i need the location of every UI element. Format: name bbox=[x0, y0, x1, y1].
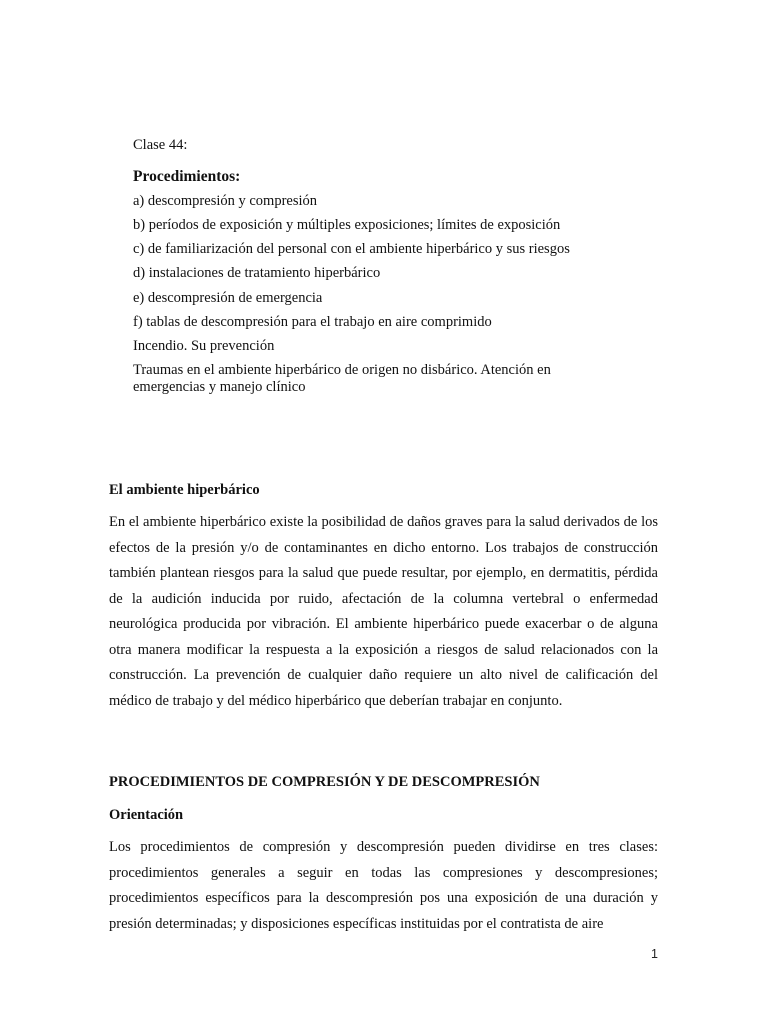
procedure-item: d) instalaciones de tratamiento hiperbárico bbox=[133, 265, 381, 281]
procedure-item: c) de familiarización del personal con el ambiente hiperbárico y sus riesgos bbox=[133, 241, 570, 257]
procedure-item: Incendio. Su prevención bbox=[133, 338, 275, 354]
procedure-item: f) tablas de descompresión para el trabajo en aire comprimido bbox=[133, 314, 492, 330]
procedure-item: Traumas en el ambiente hiperbárico de origen no disbárico. Atención en emergencias y manejo clínico bbox=[133, 362, 551, 395]
procedures-heading: Procedimientos: bbox=[133, 168, 241, 185]
procedure-item: b) períodos de exposición y múltiples exposiciones; límites de exposición bbox=[133, 217, 561, 233]
page-number: 1 bbox=[651, 947, 658, 961]
class-label: Clase 44: bbox=[133, 137, 188, 153]
section-body: En el ambiente hiperbárico existe la posibilidad de daños graves para la salud derivados de los efectos de la presión y/o de contaminantes en dicho entorno. Los trabajos de construcción también plantean riesgos para la salud que puede resultar, por ejemplo, en dermatitis, pérdida de la audición inducida por ruido, afectación de la columna vertebral o enfermedad neurológica producida por vibración. El ambiente hiperbárico puede exacerbar o de alguna otra manera modificar la respuesta a la exposición a riesgos de salud relacionados con la construcción. La prevención de cualquier daño requiere un alto nivel de calificación del médico de trabajo y del médico hiperbárico que deberían trabajar en conjunto. bbox=[109, 514, 658, 709]
section-title: El ambiente hiperbárico bbox=[109, 482, 260, 498]
procedure-item: a) descompresión y compresión bbox=[133, 193, 318, 209]
section-title: PROCEDIMIENTOS DE COMPRESIÓN Y DE DESCOMPRESIÓN bbox=[109, 774, 540, 790]
section-subtitle: Orientación bbox=[109, 807, 184, 823]
procedure-item: e) descompresión de emergencia bbox=[133, 290, 323, 306]
section-body: Los procedimientos de compresión y descompresión pueden dividirse en tres clases: procedimientos generales a seguir en todas las compresiones y descompresiones; procedimientos específicos para la descompresión pos una exposición de una duración y presión determinadas; y disposiciones específicas instituidas por el contratista de aire bbox=[109, 839, 658, 932]
